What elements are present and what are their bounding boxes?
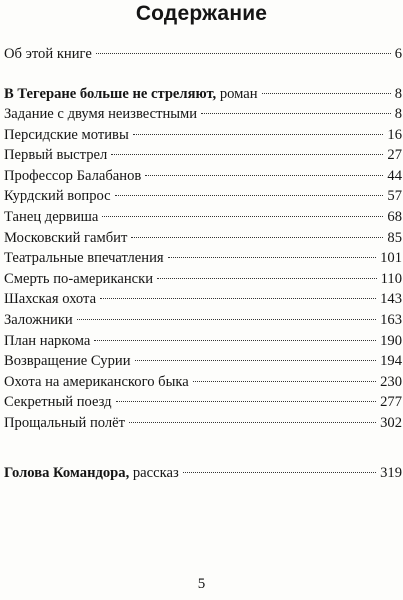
toc-entry [4, 310, 402, 330]
toc-entry-page: 277 [380, 394, 402, 411]
toc-entry [4, 351, 402, 371]
toc-entry-label [4, 269, 153, 289]
toc-entry-label [4, 207, 98, 227]
toc-entry-label [4, 125, 129, 145]
toc-entry-label [4, 228, 127, 248]
toc-entry-page: 44 [387, 167, 402, 184]
toc-entry-page: 57 [387, 188, 402, 205]
toc-entry-title: Об этой книге [4, 46, 92, 62]
dot-leader [100, 298, 376, 299]
toc-entry [4, 392, 402, 412]
dot-leader [96, 53, 391, 54]
dot-leader [116, 401, 377, 402]
toc-entry-page: 302 [380, 415, 402, 431]
toc-entry-label [4, 166, 141, 186]
dot-leader [77, 319, 376, 320]
dot-leader [102, 216, 383, 217]
toc-entry-label [4, 145, 107, 165]
dot-leader [262, 93, 391, 94]
toc-entry-label [4, 44, 92, 64]
toc-entry-page: 8 [394, 106, 402, 122]
toc-entry-page: 194 [380, 353, 402, 370]
toc-entry [4, 269, 402, 289]
toc-entry [4, 44, 402, 64]
toc-entry [4, 289, 402, 309]
toc-entry [4, 207, 402, 227]
toc-entry-page: 143 [380, 291, 402, 308]
dot-leader [168, 257, 376, 258]
page-title: Содержание [135, 2, 268, 25]
toc-entry-page: 8 [394, 86, 402, 102]
toc-entry [4, 248, 402, 268]
dot-leader [193, 381, 376, 382]
toc-entry-title: рассказ [129, 465, 179, 481]
dot-leader [133, 134, 384, 135]
toc-entry-label [4, 351, 131, 371]
toc-entry-title: Шахская охота [4, 291, 97, 308]
toc-entry-label [4, 289, 96, 309]
toc-entry-page: 101 [380, 250, 402, 267]
toc-entry-page: 319 [380, 465, 402, 481]
toc-entry [4, 104, 402, 124]
toc-entry-title: Московский гамбит [4, 229, 128, 246]
toc-entry-title: Прощальный полёт [4, 415, 126, 431]
toc-entry [4, 372, 402, 392]
toc-entry-title: План наркома [4, 332, 91, 349]
dot-leader [183, 472, 376, 473]
toc-entry [4, 125, 402, 145]
toc-entry-title: Профессор Балабанов [4, 167, 142, 184]
toc-entry-title: Персидские мотивы [4, 126, 129, 143]
dot-leader [145, 175, 383, 176]
toc-entry-label [4, 104, 197, 124]
toc-entry-label [4, 310, 73, 330]
toc-entry-title: Первый выстрел [4, 147, 108, 164]
toc-entry-page: 6 [394, 46, 402, 62]
dot-leader [115, 195, 384, 196]
toc-entry-title: Курдский вопрос [4, 188, 111, 205]
toc-entry [4, 145, 402, 165]
toc-entry-title: Смерть по-американски [4, 270, 154, 287]
toc-entry-page: 68 [387, 209, 402, 225]
toc-entry-title: Танец дервиша [4, 209, 99, 225]
toc-entry [4, 228, 402, 248]
toc-entry-page: 85 [387, 229, 402, 246]
toc-entry-title: Возвращение Сурии [4, 353, 131, 370]
toc-entry [4, 463, 402, 483]
toc-entry-title: Охота на американского быка [4, 373, 189, 390]
toc-entry-page: 110 [380, 270, 402, 287]
dot-leader [131, 237, 383, 238]
page-number: 5 [197, 576, 206, 592]
toc-entry-page: 27 [387, 147, 402, 164]
toc-entry-page: 16 [387, 126, 402, 143]
toc-entry-page: 230 [380, 373, 402, 390]
toc-entry-page: 163 [380, 312, 402, 328]
toc-entry-bold-title: В Тегеране больше не стреляют, [4, 86, 217, 102]
dot-leader [94, 340, 376, 341]
dot-leader [129, 422, 376, 423]
toc-entry-bold-title: Голова Командора, [4, 465, 130, 481]
toc-entry [4, 166, 402, 186]
toc-entry-title: Секретный поезд [4, 394, 112, 411]
toc-entry-page: 190 [380, 332, 402, 349]
dot-leader [135, 360, 377, 361]
toc-entry-title: Задание с двумя неизвестными [4, 106, 198, 122]
toc-entry-title: Театральные впечатления [4, 250, 164, 267]
toc-entry-label [4, 84, 258, 104]
toc-entry [4, 413, 402, 433]
toc-entry-label [4, 413, 125, 433]
toc-entry-label [4, 463, 179, 483]
toc-entry-title: Заложники [4, 312, 73, 328]
toc-entry-title: роман [216, 86, 258, 102]
toc-entry-label [4, 331, 90, 351]
dot-leader [201, 113, 391, 114]
dot-leader [157, 278, 377, 279]
dot-leader [111, 154, 383, 155]
toc-entry-label [4, 372, 189, 392]
toc-entry [4, 331, 402, 351]
toc-entry-label [4, 186, 111, 206]
toc-entry-label [4, 248, 164, 268]
toc-entry [4, 186, 402, 206]
toc-entry-label [4, 392, 112, 412]
toc-entry [4, 84, 402, 104]
